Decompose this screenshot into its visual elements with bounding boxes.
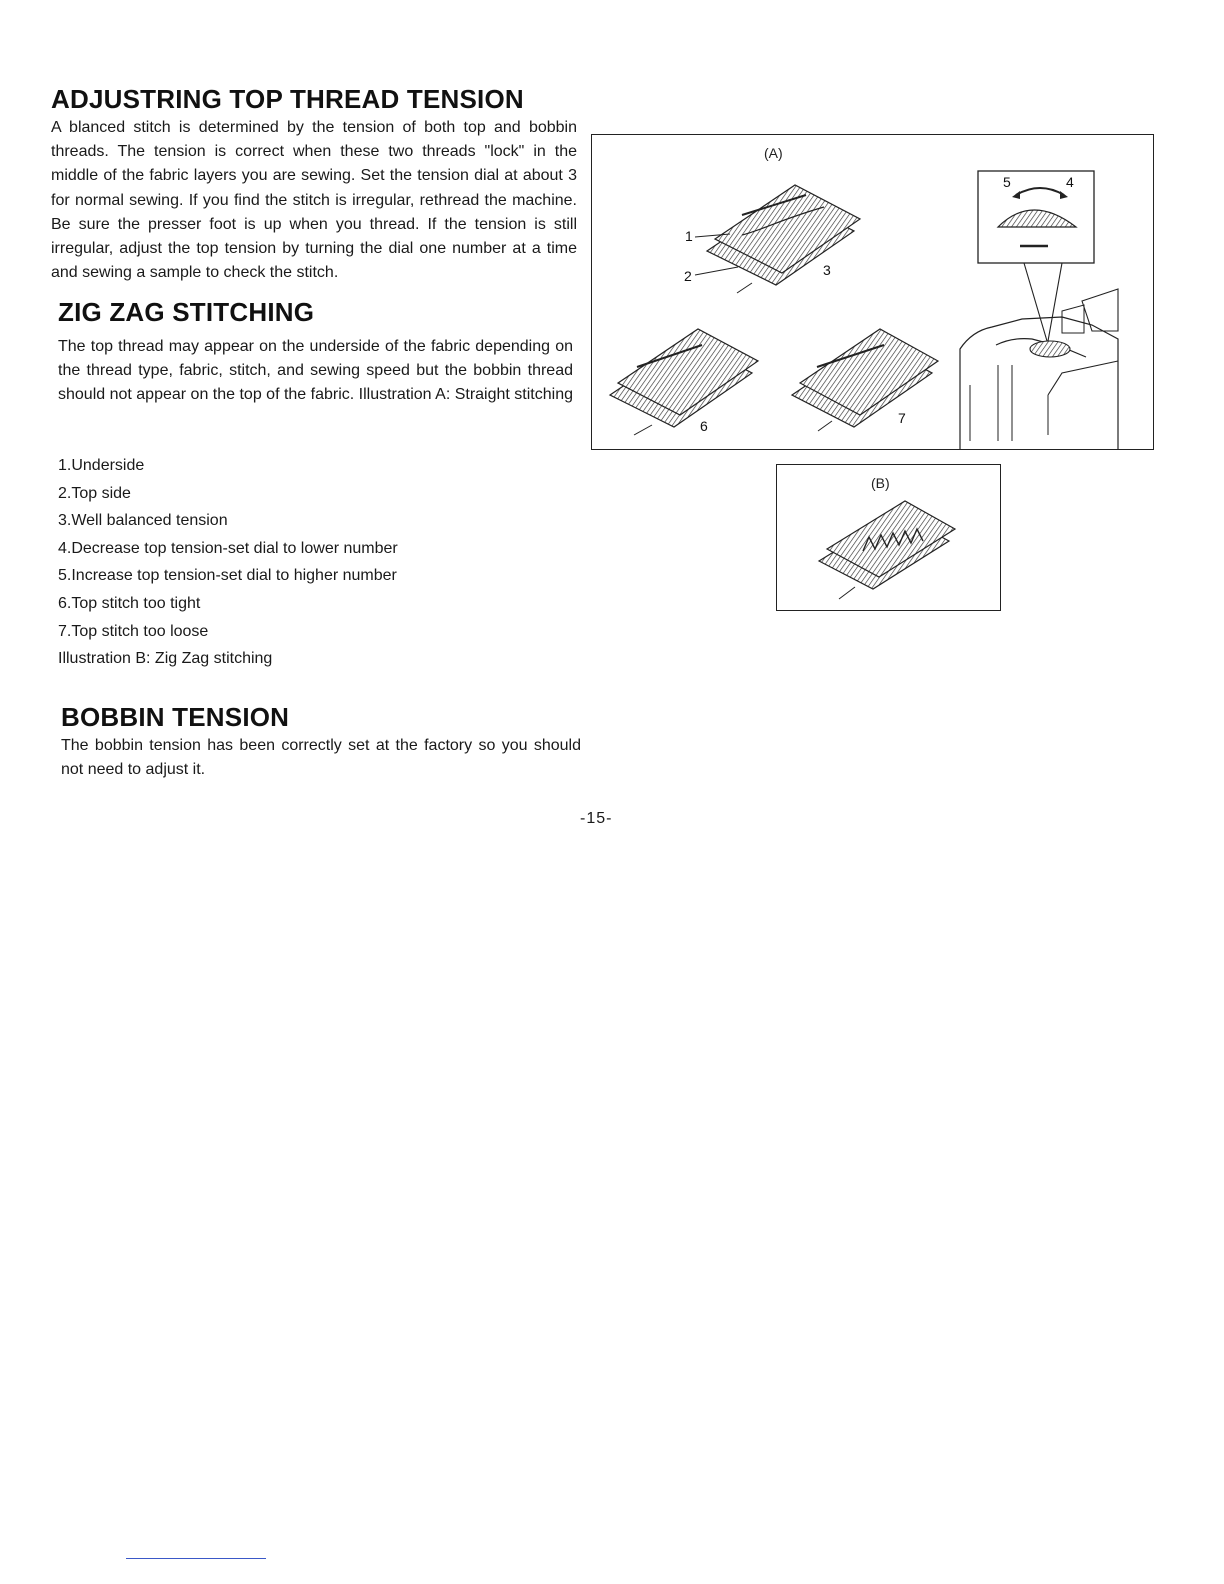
figure-b	[776, 464, 1001, 611]
list-item: 5.Increase top tension-set dial to higher number	[58, 567, 397, 585]
figure-a-label: (A)	[764, 145, 783, 161]
tension-dial-inset	[978, 171, 1094, 341]
callout-2: 2	[684, 268, 692, 284]
callout-7: 7	[898, 410, 906, 426]
paragraph-zig-zag-stitching: The top thread may appear on the underside of the fabric depending on the thread type, fabric, stitch, and sewing speed but the bobbin thread should not appear on the top of the fabric. Illustration A: Straight stitching	[58, 338, 573, 404]
fabric-sample-too-loose	[792, 329, 938, 431]
legend-list	[58, 452, 398, 673]
page-number: -15-	[580, 810, 613, 827]
list-item: 7.Top stitch too loose	[58, 622, 209, 640]
paragraph-top-thread-tension: A blanced stitch is determined by the tension of both top and bobbin threads. The tension is correct when these two threads "lock" in the middle of the fabric layers you are sewing. Set the tension dial at about 3 for normal sewing. If you find the stitch is irregular, rethread the machine. Be sure the presser foot is up when you thread. If the tension is still irregular, adjust the top tension by turning the dial one number at a time and sewing a sample to check the stitch.	[51, 119, 577, 282]
list-item: 3.Well balanced tension	[58, 512, 228, 530]
heading-top-thread-tension: ADJUSTRING TOP THREAD TENSION	[51, 84, 524, 114]
callout-6: 6	[700, 418, 708, 434]
figure-b-label: (B)	[871, 475, 890, 491]
callout-5: 5	[1003, 174, 1011, 190]
callout-1: 1	[685, 228, 693, 244]
list-item: 2.Top side	[58, 484, 131, 502]
footer-rule	[126, 1558, 266, 1559]
heading-zig-zag-stitching: ZIG ZAG STITCHING	[58, 297, 315, 327]
list-item: Illustration B: Zig Zag stitching	[58, 650, 273, 668]
fabric-sample-too-tight	[610, 329, 758, 435]
list-item: 4.Decrease top tension-set dial to lower number	[58, 539, 398, 557]
paragraph-bobbin-tension: The bobbin tension has been correctly set at the factory so you should not need to adjust it.	[61, 737, 581, 779]
list-item: 1.Underside	[58, 457, 145, 474]
figure-a	[591, 134, 1154, 450]
heading-bobbin-tension: BOBBIN TENSION	[61, 702, 290, 732]
callout-4: 4	[1066, 174, 1074, 190]
fabric-sample-zigzag	[819, 501, 955, 599]
callout-3: 3	[823, 262, 831, 278]
list-item: 6.Top stitch too tight	[58, 594, 201, 612]
fabric-sample-balanced	[695, 185, 860, 293]
